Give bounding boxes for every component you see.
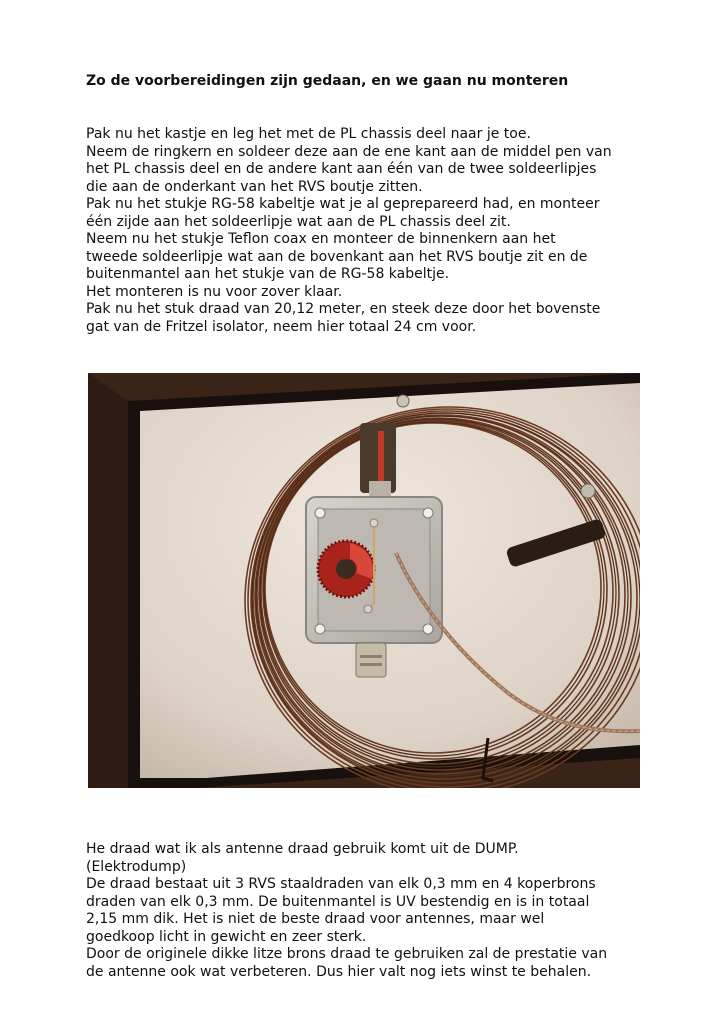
text-line: één zijde aan het soldeerlipje wat aan de PL chassis deel zit. [86, 213, 511, 230]
text-line: goedkoop licht in gewicht en zeer sterk. [86, 928, 367, 945]
antenna-balun-photo [88, 373, 640, 788]
text-line: 2,15 mm dik. Het is niet de beste draad voor antennes, maar wel [86, 911, 545, 927]
text-line: draden van elk 0,3 mm. De buitenmantel is UV bestendig en is in totaal [86, 893, 590, 910]
text-line: De draad bestaat uit 3 RVS staaldraden van elk 0,3 mm en 4 koperbrons [86, 876, 596, 892]
text-line: tweede soldeerlipje wat aan de bovenkant aan het RVS boutje zit en de [86, 248, 588, 265]
antenna-wire-description-paragraph [86, 841, 646, 981]
text-line: de antenne ook wat verbeteren. Dus hier valt nog iets winst te behalen. [86, 963, 592, 980]
text-line: Neem de ringkern en soldeer deze aan de ene kant aan de middel pen van [86, 143, 612, 160]
text-line: He draad wat ik als antenne draad gebruik komt uit de DUMP. [86, 841, 519, 857]
text-line: het PL chassis deel en de andere kant aan één van de twee soldeerlipjes [86, 161, 597, 177]
text-line: gat van de Fritzel isolator, neem hier totaal 24 cm voor. [86, 318, 477, 335]
text-line: buitenmantel aan het stukje van de RG-58 kabeltje. [86, 266, 450, 282]
text-line: Pak nu het stukje RG-58 kabeltje wat je al geprepareerd had, en monteer [86, 196, 600, 212]
text-line: Neem nu het stukje Teflon coax en monteer de binnenkern aan het [86, 231, 556, 247]
text-line: Het monteren is nu voor zover klaar. [86, 283, 343, 300]
section-heading: Zo de voorbereidingen zijn gedaan, en we gaan nu monteren [86, 73, 569, 89]
text-line: Pak nu het stuk draad van 20,12 meter, en steek deze door het bovenste [86, 301, 601, 317]
text-line: Pak nu het kastje en leg het met de PL chassis deel naar je toe. [86, 126, 531, 142]
text-line: Door de originele dikke litze brons draad te gebruiken zal de prestatie van [86, 946, 608, 962]
text-line: die aan de onderkant van het RVS boutje zitten. [86, 178, 423, 195]
assembly-instructions-paragraph [86, 126, 646, 336]
text-line: (Elektrodump) [86, 858, 187, 875]
